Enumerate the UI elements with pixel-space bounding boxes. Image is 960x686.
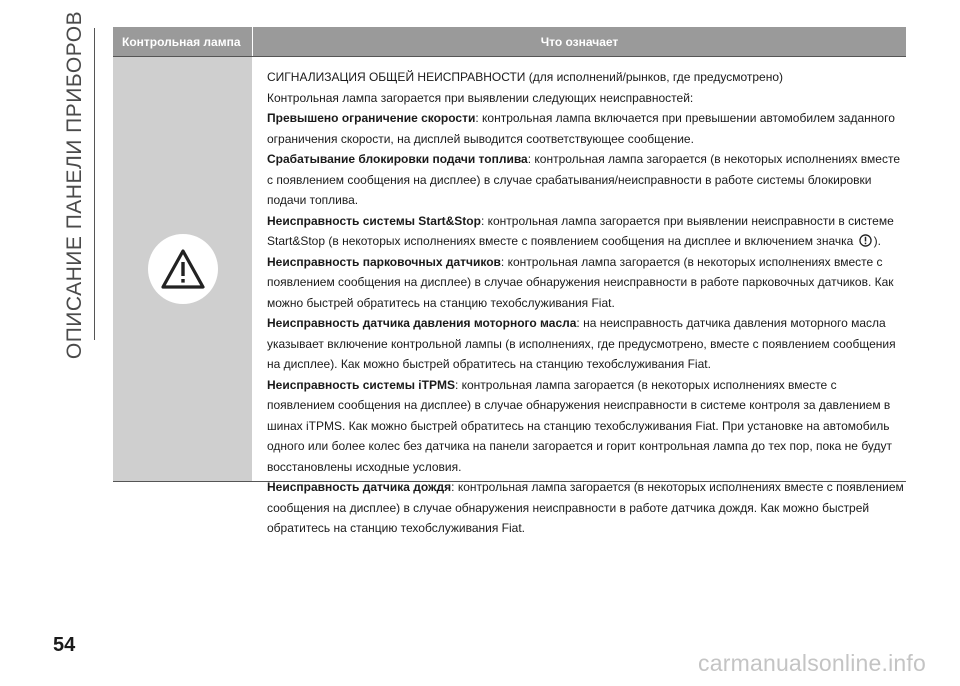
meaning-cell — [252, 57, 906, 535]
item-title: Срабатывание блокировки подачи топлива — [267, 152, 528, 166]
header-meaning: Что означает — [252, 27, 906, 56]
item-text: : контрольная лампа загорается (в некоторых исполнениях вместе с появлением сообщения на дисплее) в случае срабатывания/неисправности в работе системы блокировки подачи топлива. — [267, 152, 901, 207]
item-text: : контрольная лампа загорается при выявлении неисправности в системе Start&Stop (в некоторых исполнениях вместе с появлением сообщения на дисплее и включением значка — [267, 213, 894, 248]
item-text: : контрольная лампа загорается (в некоторых исполнениях вместе с появлением сообщения на дисплее) в случае обнаружения неисправности в работе датчика дождя. Как можно быстрей обратитесь на станцию техобслуживания Fiat. — [267, 480, 904, 535]
item-title: Неисправность датчика давления моторного масла — [267, 316, 577, 330]
item-title: Неисправность системы Start&Stop — [267, 213, 481, 228]
list-item — [267, 149, 906, 211]
item-text: : контрольная лампа загорается (в некоторых исполнениях вместе с появлением сообщения на дисплее) в случае обнаружения неисправности в работе парковочных датчиков. Как можно быстрей обратитесь на станцию техобслуживания Fiat. — [267, 254, 894, 310]
page-number: 54 — [53, 634, 76, 656]
list-item — [267, 375, 906, 478]
item-text-end: ). — [873, 234, 881, 248]
intro-line: СИГНАЛИЗАЦИЯ ОБЩЕЙ НЕИСПРАВНОСТИ (для исполнений/рынков, где предусмотрено) — [267, 70, 783, 84]
lamp-cell — [113, 57, 252, 481]
section-title: ОПИСАНИЕ ПАНЕЛИ ПРИБОРОВ — [63, 10, 86, 360]
item-text: : контрольная лампа загорается (в некоторых исполнениях вместе с появлением сообщения на дисплее) в случае обнаружения неисправности в системе контроля за давлением в шинах iTPMS. Как можно быстрей обратитесь на станцию техобслуживания Fiat. При установке на автомобиль одного или более колес без датчика на панели загорается и горит контрольная лампа до тех пор, пока не будут восстановлены исходные условия. — [267, 377, 893, 474]
list-item — [267, 211, 906, 252]
intro-line-2: Контрольная лампа загорается при выявлении следующих неисправностей: — [267, 90, 694, 105]
list-item — [267, 477, 906, 539]
item-title: Неисправность датчика дождя — [267, 480, 452, 494]
table-header — [113, 27, 906, 57]
header-lamp: Контрольная лампа — [122, 34, 241, 49]
lamp-badge — [148, 234, 218, 304]
start-stop-failure-icon — [859, 234, 872, 247]
item-text: : контрольная лампа включается при превышении автомобилем заданного ограничения скорости, на дисплей выводится соответствующее сообщение. — [267, 111, 895, 146]
section-title-vertical — [60, 10, 90, 360]
side-divider — [94, 28, 95, 340]
list-item — [267, 313, 906, 375]
warning-triangle-icon — [159, 247, 207, 291]
warning-lamp-table — [113, 27, 906, 535]
list-item — [267, 252, 906, 314]
item-text: : на неисправность датчика давления моторного масла указывает включение контрольной лампы (в исполнениях, где предусмотрено, вместе с появлением сообщения на дисплее). Как можно быстрей обратитесь на станцию техобслуживания Fiat. — [267, 316, 896, 371]
item-title: Неисправность парковочных датчиков — [267, 254, 501, 269]
item-title: Превышено ограничение скорости — [267, 111, 476, 125]
list-item — [267, 108, 906, 149]
table-row — [113, 57, 906, 535]
item-title: Неисправность системы iTPMS — [267, 377, 455, 392]
watermark: carmanualsonline.info — [698, 650, 926, 676]
